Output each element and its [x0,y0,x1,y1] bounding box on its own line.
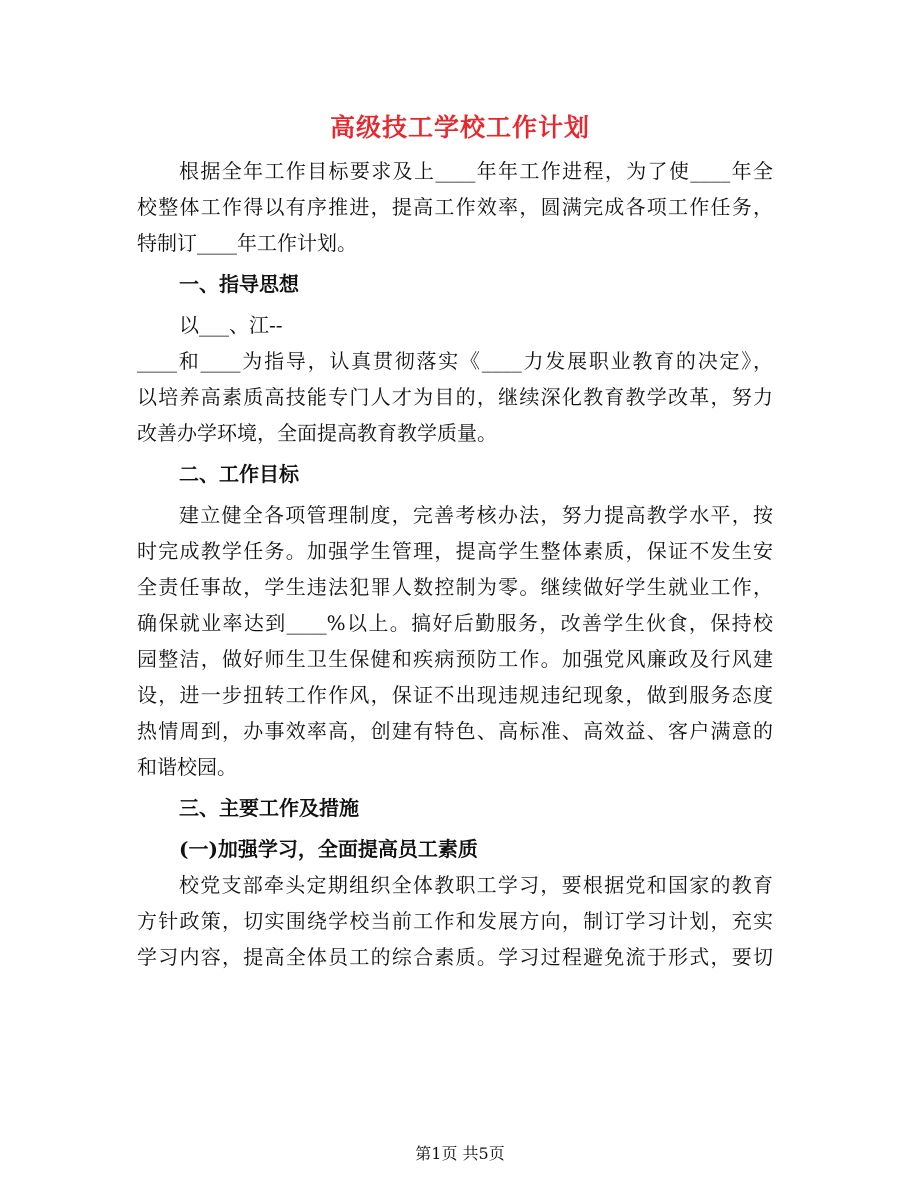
paragraph-line: 确保就业率达到____%以上。搞好后勤服务，改善学生伙食，保持校 [137,611,773,635]
paragraph-line: 以培养高素质高技能专门人才为目的，继续深化教育教学改革，努力 [137,385,773,409]
intro-line: 特制订____年工作计划。 [137,231,357,255]
intro-line: 校整体工作得以有序推进，提高工作效率，圆满完成各项工作任务， [137,195,773,219]
document-title: 高级技工学校工作计划 [329,113,590,142]
subsection-heading-study: (一)加强学习，全面提高员工素质 [179,837,478,861]
section-heading-guiding-ideology: 一、指导思想 [179,272,299,296]
section-heading-main-work: 三、主要工作及措施 [179,796,359,820]
paragraph-line: 和谐校园。 [137,755,237,779]
paragraph-line: 建立健全各项管理制度，完善考核办法，努力提高教学水平，按 [179,503,773,527]
paragraph-line: 校党支部牵头定期组织全体教职工学习，要根据党和国家的教育 [179,873,773,897]
paragraph-line: 园整洁，做好师生卫生保健和疾病预防工作。加强党风廉政及行风建 [137,647,773,671]
paragraph-line: 热情周到，办事效率高，创建有特色、高标准、高效益、客户满意的 [137,719,773,743]
paragraph-line: 设，进一步扭转工作作风，保证不出现违规违纪现象，做到服务态度 [137,683,773,707]
paragraph-line: 全责任事故，学生违法犯罪人数控制为零。继续做好学生就业工作， [137,575,773,599]
document-body [137,153,773,975]
section-heading-work-goals: 二、工作目标 [179,462,299,486]
paragraph-line: 方针政策，切实围绕学校当前工作和发展方向，制订学习计划，充实 [137,909,773,933]
paragraph-line: 以___、江-- [179,313,283,337]
intro-line: 根据全年工作目标要求及上____年年工作进程，为了使____年全 [179,159,773,183]
paragraph-line: ____和____为指导，认真贯彻落实《____力发展职业教育的决定》， [137,349,773,373]
paragraph-line: 时完成教学任务。加强学生管理，提高学生整体素质，保证不发生安 [137,539,773,563]
paragraph-line: 学习内容，提高全体员工的综合素质。学习过程避免流于形式，要切 [137,945,773,969]
paragraph-line: 改善办学环境，全面提高教育教学质量。 [137,421,497,445]
page-number-footer: 第1页 共5页 [415,1144,505,1163]
